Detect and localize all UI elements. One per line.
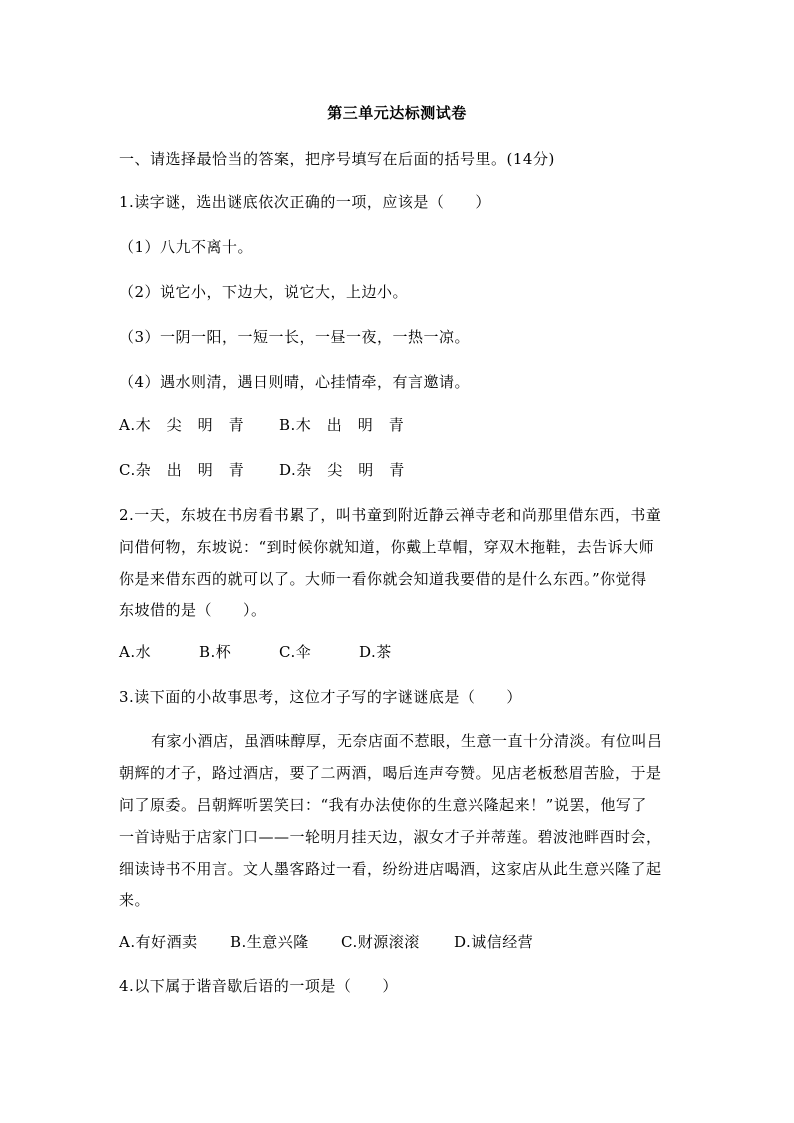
- q2-option-d: D.茶: [359, 643, 392, 661]
- question-2-line-2: 问借何物，东坡说：“到时候你就知道，你戴上草帽，穿双木拖鞋，去告诉大师: [119, 538, 655, 556]
- q2-option-c: C.伞: [279, 643, 312, 661]
- page-title: 第三单元达标测试卷: [327, 104, 467, 122]
- story-line-2: 朝辉的才子，路过酒店，要了二两酒，喝后连声夸赞。见店老板愁眉苦脸，于是: [119, 764, 662, 782]
- riddle-3: （3）一阴一阳，一短一长，一昼一夜，一热一凉。: [119, 328, 471, 346]
- question-4-stem: 4.以下属于谐音歇后语的一项是（ ）: [119, 977, 398, 995]
- question-3-stem: 3.读下面的小故事思考，这位才子写的字谜谜底是（ ）: [119, 688, 522, 706]
- story-line-5: 细读诗书不用言。文人墨客路过一看，纷纷进店喝酒，这家店从此生意兴隆了起: [119, 860, 662, 878]
- riddle-1: （1）八九不离十。: [119, 238, 254, 256]
- question-1-stem: 1.读字谜，选出谜底依次正确的一项，应该是（ ）: [119, 193, 491, 211]
- q1-option-d: D.杂 尖 明 青: [279, 461, 405, 479]
- story-line-1: 有家小酒店，虽酒味醇厚，无奈店面不惹眼，生意一直十分清淡。有位叫吕: [151, 732, 663, 750]
- section-heading: 一、请选择最恰当的答案，把序号填写在后面的括号里。(14分): [119, 150, 555, 168]
- story-line-6: 来。: [119, 891, 151, 909]
- riddle-4: （4）遇水则清，遇日则晴，心挂情牵，有言邀请。: [119, 373, 471, 391]
- q1-option-a: A.木 尖 明 青: [119, 416, 245, 434]
- q3-option-d: D.诚信经营: [454, 933, 534, 951]
- question-2-line-4: 东坡借的是（ ）。: [119, 601, 267, 619]
- riddle-2: （2）说它小，下边大，说它大，上边小。: [119, 283, 409, 301]
- q3-option-c: C.财源滚滚: [341, 933, 420, 951]
- question-2-line-3: 你是来借东西的就可以了。大师一看你就会知道我要借的是什么东西。”你觉得: [119, 570, 647, 588]
- q3-option-b: B.生意兴隆: [230, 933, 309, 951]
- question-2-line-1: 2.一天，东坡在书房看书累了，叫书童到附近静云禅寺老和尚那里借东西，书童: [119, 506, 662, 524]
- q1-option-c: C.杂 出 明 青: [119, 461, 245, 479]
- q3-option-a: A.有好酒卖: [119, 933, 198, 951]
- story-line-4: 一首诗贴于店家门口——一轮明月挂天边，淑女才子并蒂莲。碧波池畔酉时会，: [119, 828, 662, 846]
- q1-option-b: B.木 出 明 青: [279, 416, 405, 434]
- q2-option-a: A.水: [119, 643, 152, 661]
- story-line-3: 问了原委。吕朝辉听罢笑曰：“我有办法使你的生意兴隆起来！”说罢，他写了: [119, 796, 647, 814]
- q2-option-b: B.杯: [199, 643, 232, 661]
